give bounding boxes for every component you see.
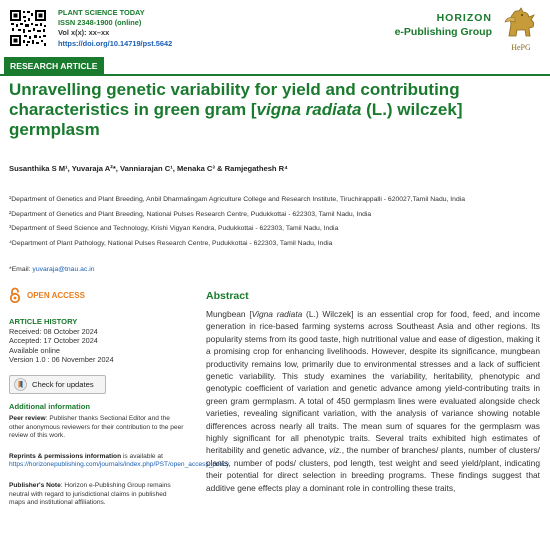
peer-review-text: : Publisher thanks Sectional Editor and the other anonymous reviewers for their contribution to the peer review of this work. [9,414,184,440]
open-access-label: OPEN ACCESS [27,290,85,300]
abstract-part3: , the number of branches/ plants, number of clusters/ plants, number of pods/ clusters, pod length, test weight and seed yield/plant, indicating their potential for direct selection in breeding programs. These findings suggest that additive gene effects play a dominant role in controlling these traits, [206,445,540,493]
journal-name: PLANT SCIENCE TODAY [58,8,145,17]
open-lock-icon [9,287,21,303]
journal-header [0,0,550,58]
abstract-viz: viz. [329,445,342,456]
journal-doi-link[interactable]: https://doi.org/10.14719/pst.5642 [58,38,173,48]
publisher-line1: HORIZON [436,12,492,24]
author-list: Susanthika S M¹, Yuvaraja A²*, Vanniarajan C¹, Menaka C³ & Ramjegathesh R⁴ [9,164,288,173]
update-bookmark-icon [14,378,27,391]
reprints-label: Reprints & permissions information [9,452,122,460]
history-available: Available online [9,345,60,355]
abstract-part1: Mungbean [ [206,309,252,319]
journal-volume: Vol x(x): xx–xx [58,28,110,38]
journal-info [58,8,172,49]
title-italic: vigna radiata [256,100,362,119]
affiliation-4: ⁴Department of Plant Pathology, National Pulses Research Centre, Pudukkottai - 622303, Tamil Nadu, India [9,239,333,247]
peer-review-label: Peer review [9,414,46,422]
article-type-banner [0,57,550,76]
journal-issn: ISSN 2348-1900 (online) [58,18,142,28]
additional-info-heading: Additional information [9,401,90,411]
affiliation-3: ³Department of Seed Science and Technology, Krishi Vigyan Kendra, Pudukkottai - 622303, Tamil Nadu, India [9,225,339,233]
affiliation-2: ²Department of Genetics and Plant Breeding, National Pulses Research Centre, Pudukkottai - 622303, Tamil Nadu, India [9,210,372,218]
history-heading: ARTICLE HISTORY [9,317,78,326]
reprints-link[interactable]: https://horizonepublishing.com/journals/index.php/PST/open_access_policy [9,461,230,469]
publisher-name [395,12,492,38]
corresponding-email [9,266,95,273]
article-type-label: RESEARCH ARTICLE [4,57,104,76]
abstract-part2: (L.) Wilczek] is an essential crop for food, feed, and income generation in rice-based farming systems across Southeast Asia and other regions. Its popularity stems from its good taste, high nutritional value and ease of digestion, making it a promising crop for enhancing livelihoods. However, despite its significance, mungbean productivity remains low, primarily due to environmental stresses and a lack of sufficient genetic variability. This study examines the variability, heritability, phenotypic and genotypic coefficient of variation and genetic advance among yield-contributing traits in green gram germplasm. A total of 450 germplasm lines were evaluated alongside check varieties, revealing significant variation, with the analysis of variance showing notable differences across nearly all traits. The mean sum of squares for the germplasm was highly significant for all phenotypic traits. Several traits exhibited high estimates of heritability and genetic advance, [206,309,541,456]
email-label: *Email: [9,266,33,273]
abstract-species: Vigna radiata [251,309,303,319]
title-part1: Unravelling genetic variability for yield and contributing characteristics in green gram [ [9,80,460,119]
title-part2: (L.) wilczek] germplasm [9,100,463,139]
abstract-text [206,308,540,494]
check-for-updates-label: Check for updates [32,379,94,389]
logo-text: HePG [511,43,531,52]
peer-review-note [9,415,184,441]
reprints-note [9,452,230,470]
publisher-note-label: Publisher's Note [9,481,61,489]
griffin-icon [501,6,541,40]
publisher-note [9,482,184,508]
affiliation-list [9,193,465,251]
email-link[interactable]: yuvaraja@tnau.ac.in [32,266,95,273]
affiliation-1: ¹Department of Genetics and Plant Breeding, Anbil Dharmalingam Agriculture College and Research Institute, Tiruchirappalli - 620027,Tamil Nadu, India [9,196,466,203]
article-history [9,317,184,365]
history-received: Received: 08 October 2024 [9,326,98,336]
publisher-line2: e-Publishing Group [394,26,492,38]
check-for-updates-button[interactable] [9,375,106,394]
publisher-note-text: : Horizon e-Publishing Group remains neutral with regard to jurisdictional claims in published maps and institutional affiliations. [9,481,171,507]
qr-code-icon[interactable] [9,9,47,47]
history-version: Version 1.0 : 06 November 2024 [9,355,114,365]
abstract-heading: Abstract [206,290,249,302]
publisher-logo [501,6,541,52]
open-access-badge [9,287,184,303]
article-title [9,80,539,140]
reprints-text: is available at [121,452,163,460]
history-accepted: Accepted: 17 October 2024 [9,336,98,346]
